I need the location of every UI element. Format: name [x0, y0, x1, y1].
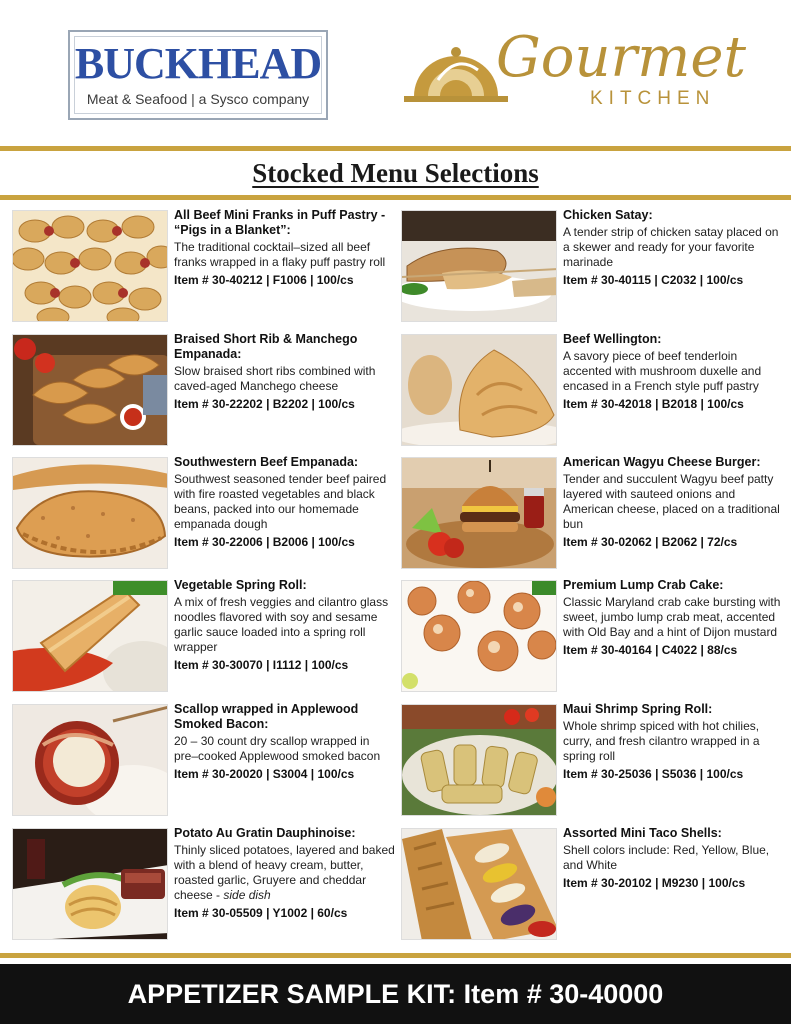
menu-item-taco-shells [401, 828, 786, 946]
menu-item-bacon-scallop [12, 704, 397, 822]
gourmet-kitchen-logo [404, 26, 754, 121]
item-code: Item # 30-42018 | B2018 | 100/cs [563, 397, 744, 411]
title-gold-rule [0, 195, 791, 200]
beef-empanada-photo [12, 457, 168, 569]
menu-item-pigs-in-blanket [12, 210, 397, 328]
menu-item-chicken-satay [401, 210, 786, 328]
item-description: Tender and succulent Wagyu beef patty layered with sauteed onions and American cheese, placed on a traditional bun [563, 472, 780, 531]
chicken-satay-photo [401, 210, 557, 322]
crab-cake-photo [401, 580, 557, 692]
page-header [0, 0, 791, 145]
item-description: A tender strip of chicken satay placed on a skewer and ready for your favorite marinade [563, 225, 779, 269]
footer-banner: APPETIZER SAMPLE KIT: Item # 30-40000 [0, 964, 791, 1024]
page-title: Stocked Menu Selections [252, 158, 539, 188]
pigs-in-blanket-photo [12, 210, 168, 322]
item-code: Item # 30-02062 | B2062 | 72/cs [563, 535, 738, 549]
item-description: Classic Maryland crab cake bursting with sweet, jumbo lump crab meat, accented with Old Bay and a hint of Dijon mustard [563, 595, 781, 639]
item-description: Southwest seasoned tender beef paired with fire roasted vegetables and black beans, packed into our homemade empanada dough [174, 472, 387, 531]
menu-item-shrimp-spring-roll [401, 704, 786, 822]
menu-item-potato-gratin [12, 828, 397, 946]
buckhead-subtitle: Meat & Seafood | a Sysco company [86, 91, 310, 107]
item-name: Braised Short Rib & Manchego Empanada: [174, 332, 358, 361]
menu-item-vegetable-spring-roll [12, 580, 397, 698]
kitchen-wordmark: KITCHEN [590, 88, 716, 109]
top-gold-rule [0, 146, 791, 151]
item-name: Assorted Mini Taco Shells: [563, 826, 722, 840]
item-description: 20 – 30 count dry scallop wrapped in pre–cooked Applewood smoked bacon [174, 734, 381, 763]
item-name: Maui Shrimp Spring Roll: [563, 702, 713, 716]
item-name: Chicken Satay: [563, 208, 653, 222]
beef-wellington-photo [401, 334, 557, 446]
item-description: Shell colors include: Red, Yellow, Blue, and White [563, 843, 770, 872]
item-description: A savory piece of beef tenderloin accented with mushroom duxelle and encased in a French style puff pastry [563, 349, 762, 393]
vegetable-spring-roll-photo [12, 580, 168, 692]
item-code: Item # 30-25036 | S5036 | 100/cs [563, 767, 744, 781]
item-name: All Beef Mini Franks in Puff Pastry - “Pigs in a Blanket”: [174, 208, 386, 237]
gourmet-script: Gourmet [496, 25, 747, 90]
item-code: Item # 30-40115 | C2032 | 100/cs [563, 273, 744, 287]
item-name: Potato Au Gratin Dauphinoise: [174, 826, 356, 840]
item-description: Whole shrimp spiced with hot chilies, curry, and fresh cilantro wrapped in a spring roll [563, 719, 760, 763]
menu-item-wagyu-burger [401, 457, 786, 575]
item-name: Southwestern Beef Empanada: [174, 455, 359, 469]
item-code: Item # 30-05509 | Y1002 | 60/cs [174, 906, 348, 920]
menu-item-beef-wellington [401, 334, 786, 452]
item-description: Thinly sliced potatoes, layered and baked with a blend of heavy cream, butter, roasted garlic, Gruyere and cheddar cheese - side dish [174, 843, 395, 902]
side-dish-tag: side dish [223, 888, 271, 902]
item-code: Item # 30-22202 | B2202 | 100/cs [174, 397, 355, 411]
menu-item-short-rib-empanada [12, 334, 397, 452]
item-description: The traditional cocktail–sized all beef franks wrapped in a flaky puff pastry roll [174, 240, 386, 269]
taco-shells-photo [401, 828, 557, 940]
buckhead-name: BUCKHEAD [74, 39, 322, 88]
menu-item-beef-empanada [12, 457, 397, 575]
item-name: Scallop wrapped in Applewood Smoked Bacon: [174, 702, 359, 731]
item-code: Item # 30-20102 | M9230 | 100/cs [563, 876, 746, 890]
item-description: A mix of fresh veggies and cilantro glass noodles flavored with soy and sesame garlic sauce loaded into a spring roll wrapper [174, 595, 389, 654]
item-name: American Wagyu Cheese Burger: [563, 455, 761, 469]
item-code: Item # 30-40164 | C4022 | 88/cs [563, 643, 738, 657]
shrimp-spring-roll-photo [401, 704, 557, 816]
bottom-gold-rule [0, 953, 791, 958]
buckhead-logo [68, 30, 328, 120]
item-code: Item # 30-40212 | F1006 | 100/cs [174, 273, 354, 287]
bacon-scallop-photo [12, 704, 168, 816]
wagyu-burger-photo [401, 457, 557, 569]
item-code: Item # 30-20020 | S3004 | 100/cs [174, 767, 355, 781]
item-code: Item # 30-30070 | I1112 | 100/cs [174, 658, 349, 672]
item-code: Item # 30-22006 | B2006 | 100/cs [174, 535, 355, 549]
item-name: Premium Lump Crab Cake: [563, 578, 724, 592]
potato-gratin-photo [12, 828, 168, 940]
item-description: Slow braised short ribs combined with caved-aged Manchego cheese [174, 364, 376, 393]
item-name: Beef Wellington: [563, 332, 662, 346]
short-rib-empanada-photo [12, 334, 168, 446]
menu-item-crab-cake [401, 580, 786, 698]
item-name: Vegetable Spring Roll: [174, 578, 307, 592]
